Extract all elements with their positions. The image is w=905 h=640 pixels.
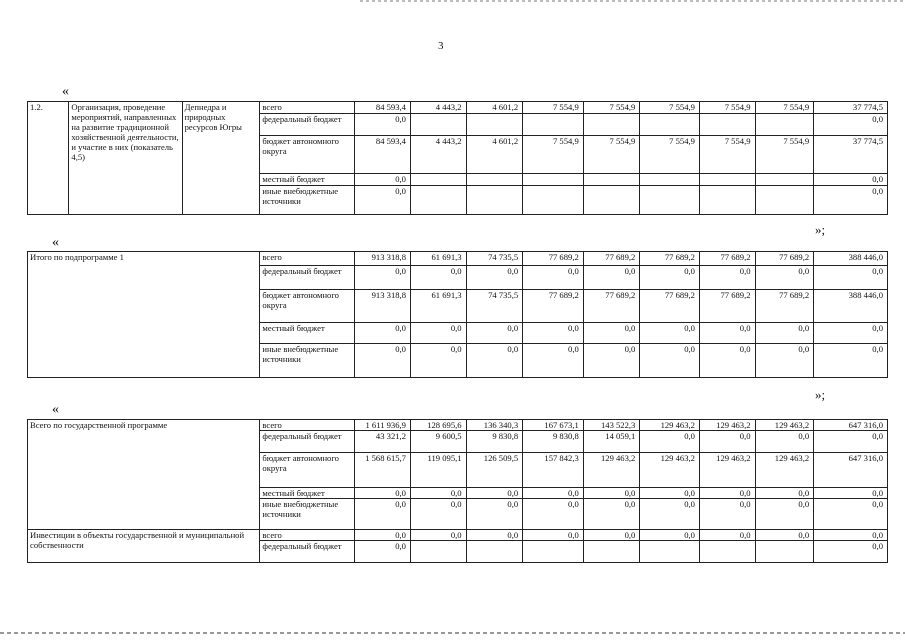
value-cell: 913 318,8 xyxy=(355,252,411,266)
value-cell xyxy=(410,186,466,215)
value-cell xyxy=(583,186,640,215)
row-number-cell: 1.2. xyxy=(28,102,69,215)
value-cell: 647 316,0 xyxy=(814,453,888,488)
value-cell: 0,0 xyxy=(355,323,411,344)
value-cell: 0,0 xyxy=(466,488,523,499)
open-quote-2: « xyxy=(52,235,59,250)
program-title-cell: Всего по государственной программе xyxy=(28,420,260,530)
value-cell: 167 673,1 xyxy=(523,420,584,431)
value-cell xyxy=(466,114,523,136)
source-label: бюджет автономного округа xyxy=(260,453,355,488)
value-cell: 129 463,2 xyxy=(640,420,700,431)
value-cell: 7 554,9 xyxy=(640,136,700,174)
table-subprogram-total xyxy=(27,251,888,378)
value-cell xyxy=(755,186,814,215)
value-cell: 7 554,9 xyxy=(523,102,584,114)
value-cell: 136 340,3 xyxy=(466,420,523,431)
value-cell: 0,0 xyxy=(355,530,411,541)
value-cell: 77 689,2 xyxy=(583,290,640,323)
value-cell: 647 316,0 xyxy=(814,420,888,431)
source-label: федеральный бюджет xyxy=(260,266,355,290)
value-cell xyxy=(640,114,700,136)
value-cell: 129 463,2 xyxy=(699,420,755,431)
value-cell xyxy=(410,174,466,186)
value-cell: 0,0 xyxy=(699,344,755,378)
value-cell: 0,0 xyxy=(814,499,888,530)
value-cell: 0,0 xyxy=(814,266,888,290)
source-label: местный бюджет xyxy=(260,174,355,186)
value-cell: 0,0 xyxy=(755,266,814,290)
value-cell: 0,0 xyxy=(523,488,584,499)
source-label: местный бюджет xyxy=(260,323,355,344)
value-cell: 0,0 xyxy=(355,541,411,563)
table-measure-1-2 xyxy=(27,101,888,215)
value-cell xyxy=(523,541,584,563)
value-cell: 0,0 xyxy=(410,323,466,344)
value-cell xyxy=(410,541,466,563)
value-cell: 0,0 xyxy=(583,488,640,499)
value-cell: 0,0 xyxy=(583,344,640,378)
value-cell xyxy=(583,174,640,186)
value-cell: 77 689,2 xyxy=(640,252,700,266)
value-cell: 0,0 xyxy=(523,344,584,378)
value-cell: 157 842,3 xyxy=(523,453,584,488)
value-cell: 7 554,9 xyxy=(699,102,755,114)
value-cell: 0,0 xyxy=(355,488,411,499)
measure-title-cell: Организация, проведение мероприятий, направленных на развитие традиционной хозяйственной деятельности, и участие в них (показатель 4,5) xyxy=(69,102,182,215)
value-cell: 4 443,2 xyxy=(410,102,466,114)
value-cell: 0,0 xyxy=(355,499,411,530)
value-cell: 77 689,2 xyxy=(699,252,755,266)
value-cell: 0,0 xyxy=(755,499,814,530)
value-cell: 0,0 xyxy=(466,266,523,290)
value-cell: 0,0 xyxy=(640,530,700,541)
value-cell: 43 321,2 xyxy=(355,431,411,453)
source-label: всего xyxy=(260,102,355,114)
value-cell: 0,0 xyxy=(814,530,888,541)
investment-title-cell: Инвестиции в объекты государственной и муниципальной собственности xyxy=(28,530,260,563)
value-cell: 0,0 xyxy=(755,488,814,499)
source-label: всего xyxy=(260,530,355,541)
value-cell: 77 689,2 xyxy=(523,252,584,266)
value-cell: 7 554,9 xyxy=(755,136,814,174)
value-cell: 0,0 xyxy=(640,488,700,499)
value-cell: 143 522,3 xyxy=(583,420,640,431)
value-cell: 0,0 xyxy=(410,266,466,290)
value-cell: 129 463,2 xyxy=(755,453,814,488)
value-cell: 0,0 xyxy=(814,186,888,215)
value-cell: 129 463,2 xyxy=(583,453,640,488)
value-cell xyxy=(583,114,640,136)
table-row xyxy=(28,102,888,114)
value-cell: 0,0 xyxy=(640,266,700,290)
value-cell xyxy=(755,541,814,563)
source-label: бюджет автономного округа xyxy=(260,290,355,323)
open-quote-3: « xyxy=(52,402,59,417)
value-cell: 0,0 xyxy=(410,344,466,378)
value-cell xyxy=(466,186,523,215)
value-cell: 0,0 xyxy=(755,344,814,378)
value-cell: 0,0 xyxy=(355,114,411,136)
value-cell: 0,0 xyxy=(523,499,584,530)
executor-cell: Депнедра и природных ресурсов Югры xyxy=(182,102,260,215)
value-cell: 9 830,8 xyxy=(523,431,584,453)
value-cell: 77 689,2 xyxy=(755,252,814,266)
value-cell: 7 554,9 xyxy=(523,136,584,174)
value-cell: 0,0 xyxy=(355,174,411,186)
value-cell: 84 593,4 xyxy=(355,102,411,114)
value-cell: 74 735,5 xyxy=(466,290,523,323)
value-cell: 77 689,2 xyxy=(755,290,814,323)
value-cell xyxy=(466,541,523,563)
value-cell: 74 735,5 xyxy=(466,252,523,266)
value-cell: 0,0 xyxy=(410,499,466,530)
value-cell: 0,0 xyxy=(466,344,523,378)
table-program-total xyxy=(27,419,888,563)
value-cell: 119 095,1 xyxy=(410,453,466,488)
value-cell: 37 774,5 xyxy=(814,136,888,174)
value-cell: 9 830,8 xyxy=(466,431,523,453)
value-cell: 0,0 xyxy=(523,530,584,541)
value-cell xyxy=(640,174,700,186)
value-cell: 0,0 xyxy=(355,186,411,215)
source-label: всего xyxy=(260,252,355,266)
value-cell: 0,0 xyxy=(699,323,755,344)
value-cell: 0,0 xyxy=(699,530,755,541)
value-cell: 0,0 xyxy=(814,431,888,453)
subprogram-title-cell: Итого по подпрограмме 1 xyxy=(28,252,260,378)
source-label: федеральный бюджет xyxy=(260,114,355,136)
value-cell: 129 463,2 xyxy=(755,420,814,431)
value-cell: 61 691,3 xyxy=(410,290,466,323)
value-cell: 7 554,9 xyxy=(755,102,814,114)
value-cell xyxy=(523,174,584,186)
value-cell: 77 689,2 xyxy=(640,290,700,323)
value-cell: 129 463,2 xyxy=(640,453,700,488)
value-cell xyxy=(640,541,700,563)
source-label: местный бюджет xyxy=(260,488,355,499)
table-row xyxy=(28,530,888,541)
value-cell: 0,0 xyxy=(355,344,411,378)
value-cell: 84 593,4 xyxy=(355,136,411,174)
page-number: 3 xyxy=(438,40,444,52)
value-cell: 126 509,5 xyxy=(466,453,523,488)
value-cell: 0,0 xyxy=(699,266,755,290)
value-cell xyxy=(755,174,814,186)
value-cell: 4 601,2 xyxy=(466,102,523,114)
value-cell xyxy=(699,114,755,136)
value-cell: 0,0 xyxy=(814,323,888,344)
value-cell: 61 691,3 xyxy=(410,252,466,266)
value-cell: 0,0 xyxy=(583,530,640,541)
table-row xyxy=(28,420,888,431)
value-cell xyxy=(699,174,755,186)
value-cell: 0,0 xyxy=(755,431,814,453)
value-cell xyxy=(699,541,755,563)
value-cell: 0,0 xyxy=(755,323,814,344)
value-cell: 7 554,9 xyxy=(640,102,700,114)
source-label: иные внебюджетные источники xyxy=(260,344,355,378)
value-cell: 77 689,2 xyxy=(523,290,584,323)
source-label: федеральный бюджет xyxy=(260,431,355,453)
close-quote-2: »; xyxy=(815,387,826,402)
value-cell: 77 689,2 xyxy=(699,290,755,323)
value-cell: 4 443,2 xyxy=(410,136,466,174)
source-label: иные внебюджетные источники xyxy=(260,499,355,530)
value-cell: 0,0 xyxy=(814,488,888,499)
value-cell xyxy=(410,114,466,136)
value-cell: 0,0 xyxy=(355,266,411,290)
value-cell: 0,0 xyxy=(523,323,584,344)
value-cell: 0,0 xyxy=(466,323,523,344)
value-cell: 913 318,8 xyxy=(355,290,411,323)
value-cell: 14 059,1 xyxy=(583,431,640,453)
value-cell xyxy=(523,114,584,136)
value-cell: 7 554,9 xyxy=(583,102,640,114)
value-cell: 0,0 xyxy=(523,266,584,290)
value-cell: 0,0 xyxy=(699,499,755,530)
value-cell: 77 689,2 xyxy=(583,252,640,266)
value-cell: 0,0 xyxy=(814,541,888,563)
value-cell: 1 611 936,9 xyxy=(355,420,411,431)
value-cell xyxy=(583,541,640,563)
value-cell: 0,0 xyxy=(640,499,700,530)
value-cell: 0,0 xyxy=(814,114,888,136)
value-cell xyxy=(640,186,700,215)
value-cell: 388 446,0 xyxy=(814,290,888,323)
value-cell: 0,0 xyxy=(814,344,888,378)
value-cell: 4 601,2 xyxy=(466,136,523,174)
value-cell: 0,0 xyxy=(466,499,523,530)
source-label: федеральный бюджет xyxy=(260,541,355,563)
close-quote-1: »; xyxy=(815,222,826,237)
value-cell: 9 600,5 xyxy=(410,431,466,453)
value-cell: 0,0 xyxy=(466,530,523,541)
value-cell: 0,0 xyxy=(410,488,466,499)
value-cell: 0,0 xyxy=(755,530,814,541)
source-label: всего xyxy=(260,420,355,431)
value-cell xyxy=(523,186,584,215)
value-cell: 0,0 xyxy=(699,488,755,499)
value-cell: 0,0 xyxy=(583,266,640,290)
value-cell: 0,0 xyxy=(583,499,640,530)
source-label: бюджет автономного округа xyxy=(260,136,355,174)
scan-artifact-top xyxy=(360,0,905,2)
value-cell: 0,0 xyxy=(640,431,700,453)
value-cell: 129 463,2 xyxy=(699,453,755,488)
value-cell: 1 568 615,7 xyxy=(355,453,411,488)
value-cell xyxy=(755,114,814,136)
value-cell: 7 554,9 xyxy=(583,136,640,174)
value-cell: 0,0 xyxy=(640,344,700,378)
scan-artifact-bottom xyxy=(0,632,905,634)
value-cell: 0,0 xyxy=(410,530,466,541)
value-cell: 37 774,5 xyxy=(814,102,888,114)
value-cell: 0,0 xyxy=(814,174,888,186)
table-row xyxy=(28,252,888,266)
source-label: иные внебюджетные источники xyxy=(260,186,355,215)
value-cell: 0,0 xyxy=(699,431,755,453)
open-quote-1: « xyxy=(62,84,69,99)
value-cell: 388 446,0 xyxy=(814,252,888,266)
value-cell xyxy=(699,186,755,215)
value-cell: 7 554,9 xyxy=(699,136,755,174)
value-cell: 0,0 xyxy=(583,323,640,344)
value-cell: 0,0 xyxy=(640,323,700,344)
value-cell xyxy=(466,174,523,186)
value-cell: 128 695,6 xyxy=(410,420,466,431)
